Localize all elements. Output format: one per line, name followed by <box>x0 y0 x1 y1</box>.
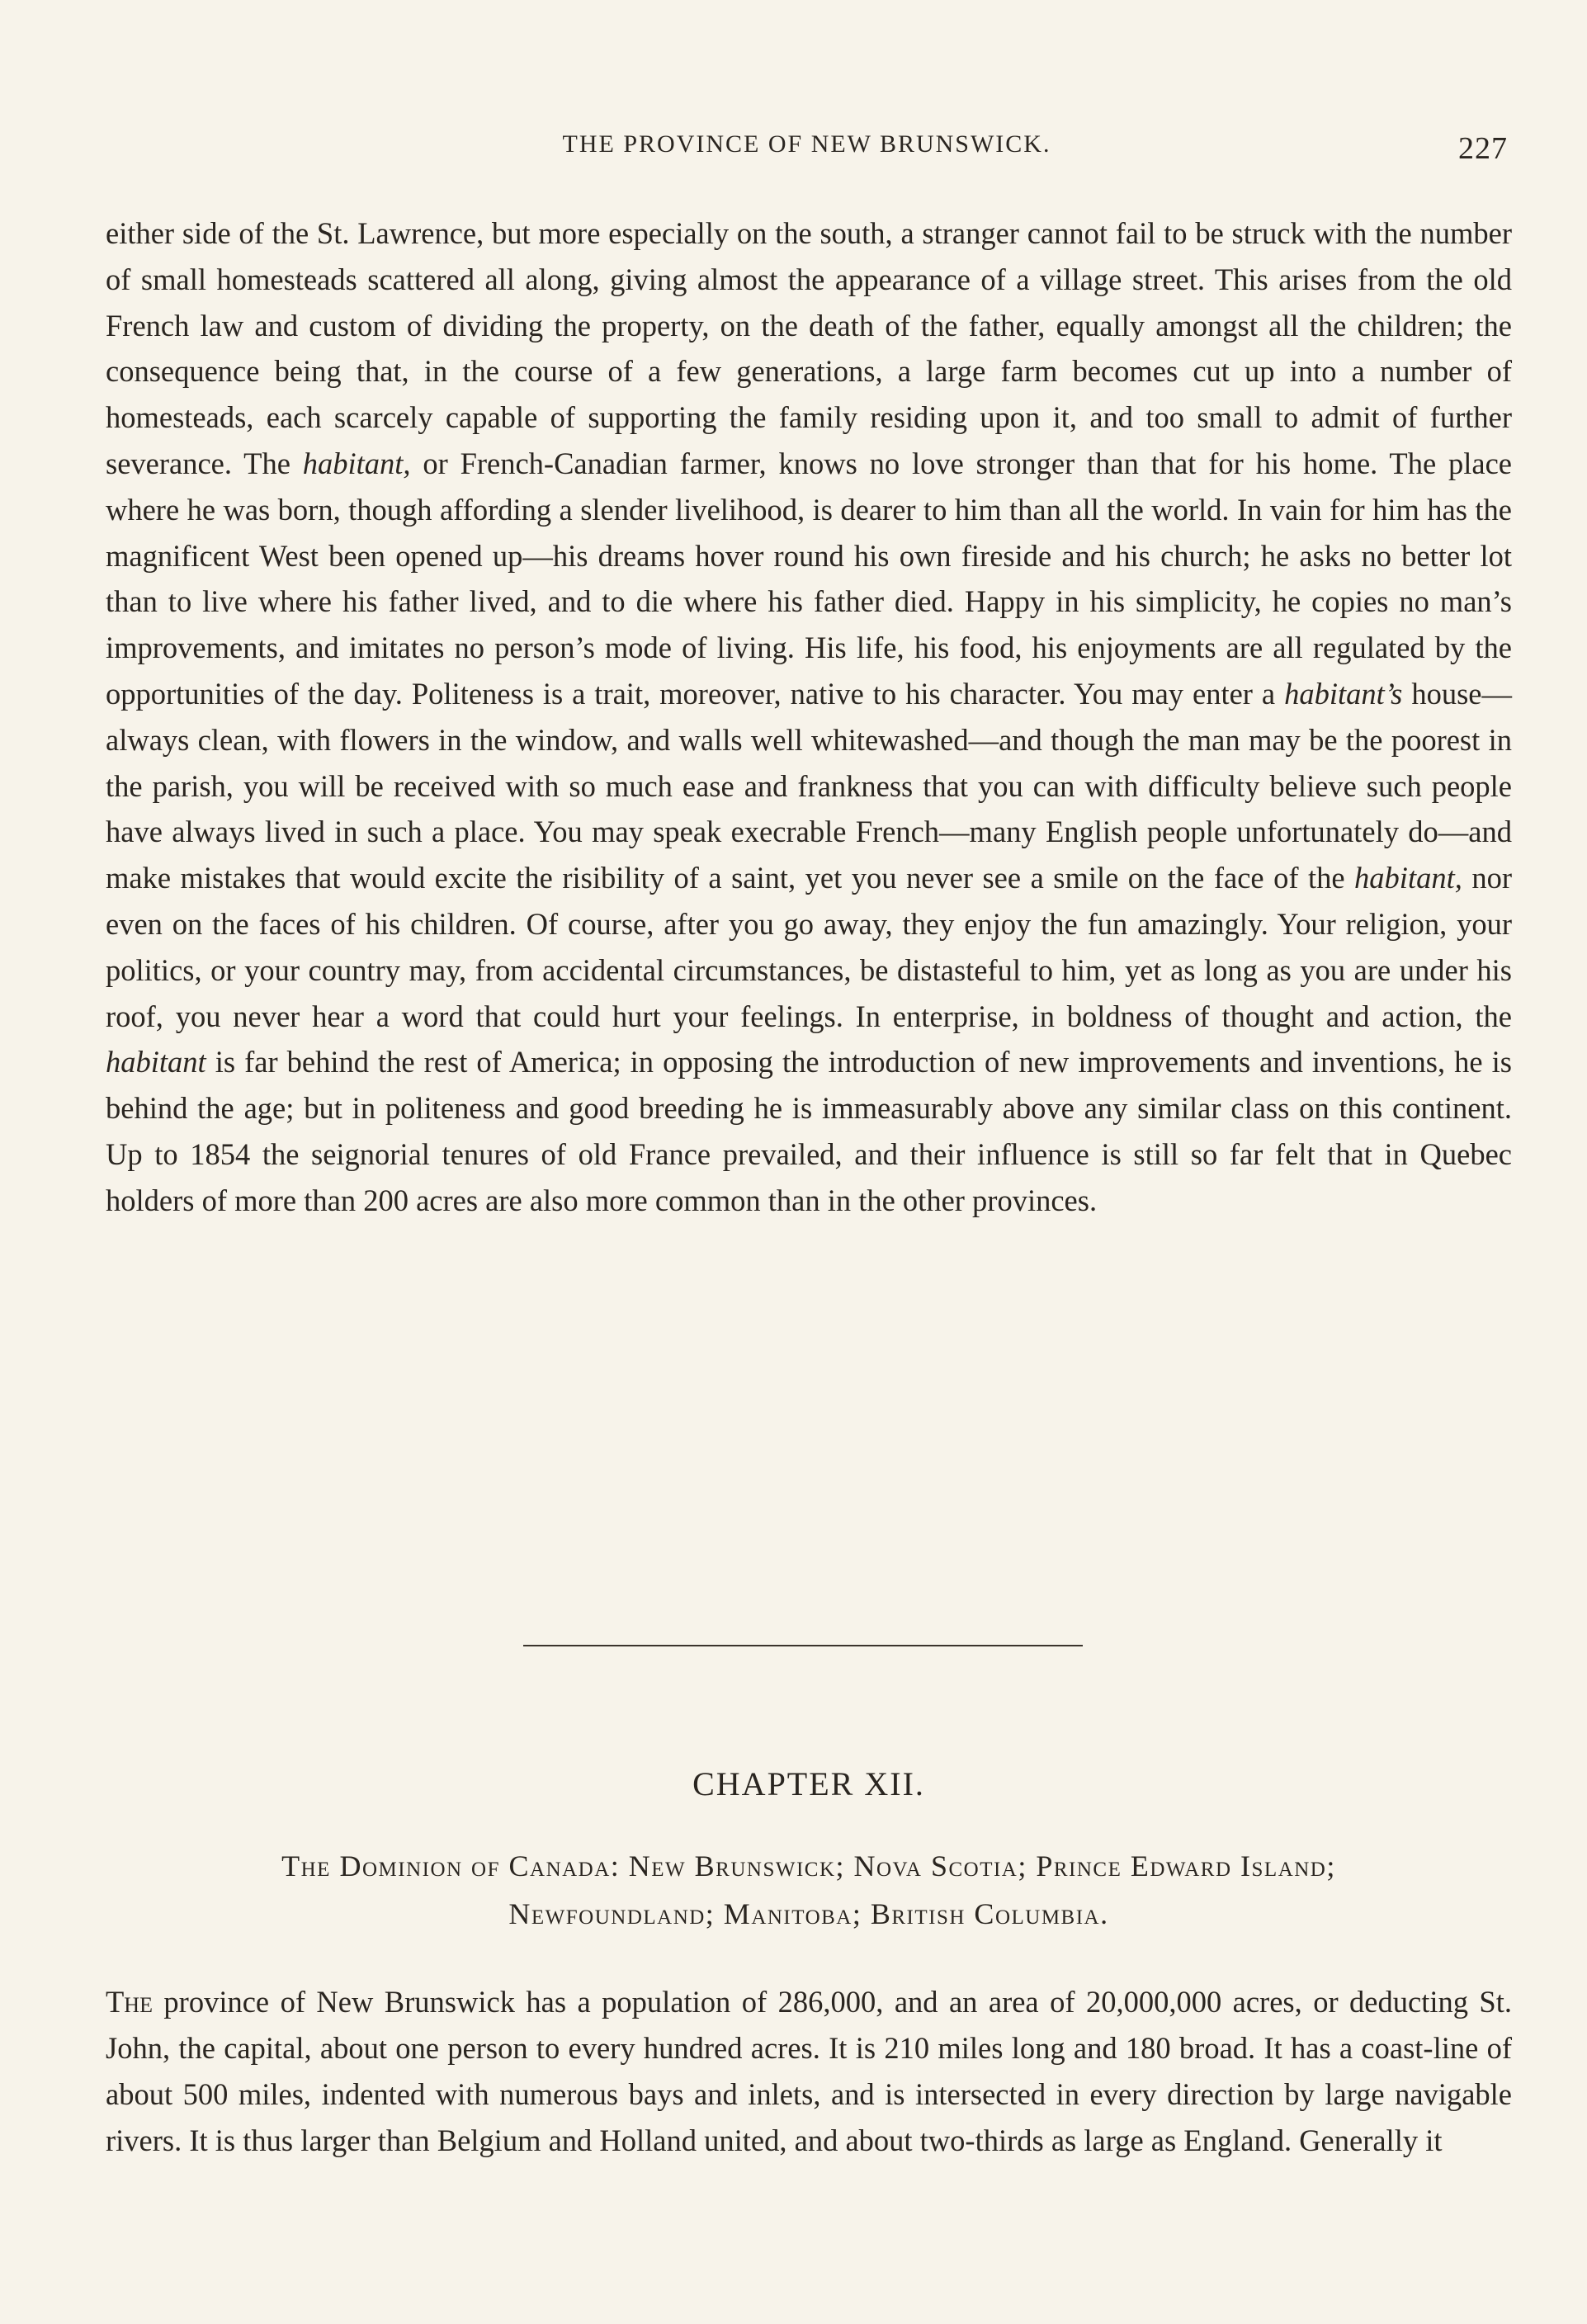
running-head-title: THE PROVINCE OF NEW BRUNSWICK. <box>562 130 1051 158</box>
page-number: 227 <box>1458 131 1508 166</box>
chapter-title: CHAPTER XII. <box>692 1765 925 1802</box>
text-run: province of New Brunswick has a population of 286,000, and an area of 20,000,000 acres, or deducting St. John, the capital, about one person to every hundred acres. It is 210 miles long and 180 broad. It has a coast-line of about 500 miles, indented with numerous bays and inlets, and is intersected in every direction by large navigable rivers. It is thus larger than Belgium and Holland united, and about two-thirds as large as England. Generally it <box>106 1985 1512 2157</box>
italic-term: habitant, <box>302 446 411 480</box>
italic-term: habitant’s <box>1284 676 1403 711</box>
opening-word: The <box>106 1985 153 2019</box>
text-run: either side of the St. Lawrence, but more especially on the south, a stranger cannot fail to be struck with the number of small homesteads scattered all along, giving almost the appearance of a village street. This arises from the old French law and custom of dividing the property, on the death of the father, equally amongst all the children; the consequence being that, in the course of a few generations, a large farm becomes cut up into a number of homesteads, each scarcely capable of supporting the family residing upon it, and too small to admit of further severance. The <box>106 216 1512 480</box>
paragraph-text <box>106 210 1512 1224</box>
italic-term: habitant <box>106 1045 206 1079</box>
chapter-opening-paragraph <box>106 1979 1512 2164</box>
text-run: house—always clean, with flowers in the window, and walls well whitewashed—and though the man may be the poorest in the parish, you will be received with so much ease and frankness that you can with difficulty believe such people have always lived in such a place. You may speak execrable French—many English people unfortunately do—and make mistakes that would excite the risibility of a saint, yet you never see a smile on the face of the <box>106 676 1512 895</box>
running-head <box>106 130 1508 170</box>
text-run: or French-Canadian farmer, knows no love stronger than that for his home. The place where he was born, though affording a slender livelihood, is dearer to him than all the world. In vain for him has the magnificent West been opened up—his dreams hover round his own fireside and his church; he asks no better lot than to live where his father lived, and to die where his father died. Happy in his simplicity, he copies no man’s improvements, and imitates no person’s mode of living. His life, his food, his enjoyments are all regulated by the opportunities of the day. Politeness is a trait, moreover, native to his character. You may enter a <box>106 446 1512 711</box>
body-paragraph <box>106 210 1512 1224</box>
chapter-summary <box>106 1842 1512 1938</box>
chapter-summary-line: The Dominion of Canada: New Brunswick; Nova Scotia; Prince Edward Island; <box>281 1849 1336 1882</box>
text-run: nor even on the faces of his children. Of course, after you go away, they enjoy the fun amazingly. Your religion, your politics, or your country may, from accidental circumstances, be distasteful to him, yet as long as you are under his roof, you never hear a word that could hurt your feelings. In enterprise, in boldness of thought and action, the <box>106 861 1512 1033</box>
paragraph-text <box>106 1979 1512 2164</box>
chapter-summary-line: Newfoundland; Manitoba; British Columbia. <box>508 1897 1109 1930</box>
text-run: is far behind the rest of America; in opposing the introduction of new improvements and inventions, he is behind the age; but in politeness and good breeding he is immeasurably above any similar class on this continent. Up to 1854 the seignorial tenures of old France prevailed, and their influence is still so far felt that in Quebec holders of more than 200 acres are also more common than in the other provinces. <box>106 1045 1512 1217</box>
italic-term: habitant, <box>1354 861 1462 895</box>
section-divider <box>523 1645 1083 1646</box>
